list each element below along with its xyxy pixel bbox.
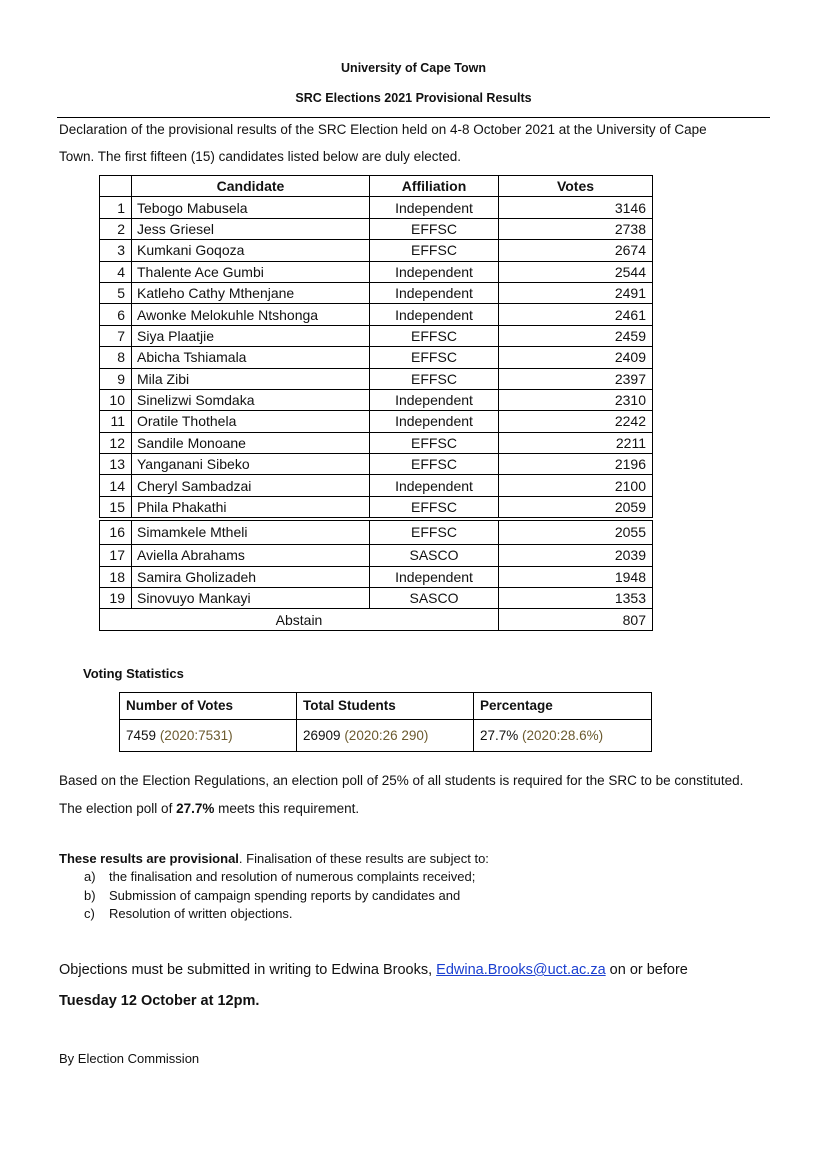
candidate-name-cell: Jess Griesel <box>132 218 370 239</box>
rank-cell: 1 <box>100 197 132 218</box>
candidate-row <box>100 545 653 566</box>
affiliation-cell: EFFSC <box>370 240 499 261</box>
votes-cell: 2674 <box>499 240 653 261</box>
declaration-line-2: Town. The first fifteen (15) candidates listed below are duly elected. <box>59 149 461 164</box>
rank-cell: 3 <box>100 240 132 261</box>
rank-cell: 12 <box>100 432 132 453</box>
candidate-name-cell: Siya Plaatjie <box>132 325 370 346</box>
total-students-2020: (2020:26 290) <box>344 728 429 743</box>
candidate-row <box>100 368 653 389</box>
percentage-header: Percentage <box>474 693 652 720</box>
candidate-row <box>100 475 653 496</box>
candidate-name-cell: Sandile Monoane <box>132 432 370 453</box>
rank-cell: 9 <box>100 368 132 389</box>
objections-text-pre: Objections must be submitted in writing to Edwina Brooks, <box>59 962 437 978</box>
candidate-name-cell: Sinelizwi Somdaka <box>132 389 370 410</box>
candidate-row <box>100 454 653 475</box>
candidate-header: Candidate <box>132 176 370 197</box>
votes-cell: 2059 <box>499 496 653 519</box>
rank-cell: 4 <box>100 261 132 282</box>
document-title: SRC Elections 2021 Provisional Results <box>295 91 532 105</box>
condition-item <box>84 868 475 887</box>
number-of-votes-header: Number of Votes <box>120 693 297 720</box>
candidate-name-cell: Awonke Melokuhle Ntshonga <box>132 304 370 325</box>
affiliation-cell: EFFSC <box>370 368 499 389</box>
affiliation-cell: Independent <box>370 261 499 282</box>
header-divider <box>57 117 770 118</box>
candidate-row <box>100 519 653 545</box>
condition-text: Resolution of written objections. <box>109 906 293 921</box>
percentage-value: 27.7% <box>480 728 519 743</box>
rank-cell: 16 <box>100 519 132 545</box>
voting-statistics-heading: Voting Statistics <box>83 666 184 681</box>
rank-cell: 13 <box>100 454 132 475</box>
institution-name: University of Cape Town <box>341 61 486 75</box>
votes-cell: 1948 <box>499 566 653 587</box>
candidate-row <box>100 347 653 368</box>
percentage-2020: (2020:28.6%) <box>522 728 604 743</box>
abstain-votes: 807 <box>499 609 653 630</box>
rank-cell: 14 <box>100 475 132 496</box>
affiliation-cell: EFFSC <box>370 519 499 545</box>
rank-cell: 2 <box>100 218 132 239</box>
election-poll-value: 27.7% <box>176 801 215 816</box>
candidate-row <box>100 197 653 218</box>
condition-item <box>84 887 475 906</box>
affiliation-cell: EFFSC <box>370 218 499 239</box>
percentage-cell <box>474 720 652 752</box>
candidate-name-cell: Sinovuyo Mankayi <box>132 588 370 609</box>
candidate-name-cell: Katleho Cathy Mthenjane <box>132 282 370 303</box>
votes-header: Votes <box>499 176 653 197</box>
affiliation-cell: Independent <box>370 566 499 587</box>
number-of-votes-cell <box>120 720 297 752</box>
affiliation-cell: Independent <box>370 197 499 218</box>
rank-cell: 10 <box>100 389 132 410</box>
affiliation-cell: Independent <box>370 411 499 432</box>
provisional-notice-rest: . Finalisation of these results are subject to: <box>238 851 489 866</box>
candidate-name-cell: Abicha Tshiamala <box>132 347 370 368</box>
stats-header-row <box>120 693 652 720</box>
affiliation-cell: Independent <box>370 389 499 410</box>
condition-marker: a) <box>84 869 96 884</box>
condition-item <box>84 905 475 924</box>
votes-cell: 3146 <box>499 197 653 218</box>
regulations-line-2 <box>59 801 359 816</box>
votes-cell: 2544 <box>499 261 653 282</box>
affiliation-header: Affiliation <box>370 176 499 197</box>
rank-cell: 7 <box>100 325 132 346</box>
votes-cell: 2491 <box>499 282 653 303</box>
votes-cell: 2242 <box>499 411 653 432</box>
affiliation-cell: Independent <box>370 282 499 303</box>
candidate-name-cell: Tebogo Mabusela <box>132 197 370 218</box>
votes-cell: 2055 <box>499 519 653 545</box>
voting-statistics-table <box>119 692 652 752</box>
signoff: By Election Commission <box>59 1051 200 1066</box>
votes-cell: 1353 <box>499 588 653 609</box>
condition-text: Submission of campaign spending reports by candidates and <box>109 887 461 903</box>
affiliation-cell: EFFSC <box>370 496 499 519</box>
total-students-cell <box>297 720 474 752</box>
regulations-line-2-pre: The election poll of <box>59 801 177 816</box>
candidate-name-cell: Kumkani Goqoza <box>132 240 370 261</box>
rank-cell: 8 <box>100 347 132 368</box>
votes-cell: 2409 <box>499 347 653 368</box>
candidate-row <box>100 325 653 346</box>
candidate-row <box>100 282 653 303</box>
affiliation-cell: SASCO <box>370 588 499 609</box>
stats-value-row <box>120 720 652 752</box>
votes-cell: 2211 <box>499 432 653 453</box>
objections-text-post: on or before <box>605 962 688 978</box>
number-header <box>100 176 132 197</box>
votes-cell: 2459 <box>499 325 653 346</box>
candidate-name-cell: Cheryl Sambadzai <box>132 475 370 496</box>
rank-cell: 6 <box>100 304 132 325</box>
abstain-row <box>100 609 653 630</box>
objections-line <box>59 962 688 978</box>
email-link[interactable]: Edwina.Brooks@uct.ac.za <box>436 962 606 978</box>
candidate-row <box>100 389 653 410</box>
affiliation-cell: SASCO <box>370 545 499 566</box>
results-table <box>99 175 653 631</box>
candidate-name-cell: Thalente Ace Gumbi <box>132 261 370 282</box>
abstain-label: Abstain <box>100 609 499 630</box>
affiliation-cell: EFFSC <box>370 454 499 475</box>
conditions-list <box>84 868 475 924</box>
votes-cell: 2196 <box>499 454 653 475</box>
rank-cell: 18 <box>100 566 132 587</box>
votes-cell: 2397 <box>499 368 653 389</box>
affiliation-cell: Independent <box>370 304 499 325</box>
votes-cell: 2738 <box>499 218 653 239</box>
regulations-line-1: Based on the Election Regulations, an election poll of 25% of all students is required for the SRC to be constituted. <box>59 773 744 788</box>
votes-cell: 2100 <box>499 475 653 496</box>
candidate-row <box>100 566 653 587</box>
affiliation-cell: EFFSC <box>370 347 499 368</box>
votes-cell: 2461 <box>499 304 653 325</box>
affiliation-cell: EFFSC <box>370 325 499 346</box>
declaration-line-1: Declaration of the provisional results of the SRC Election held on 4-8 October 2021 at the University of Cape <box>59 122 707 137</box>
candidate-name-cell: Phila Phakathi <box>132 496 370 519</box>
candidate-name-cell: Yanganani Sibeko <box>132 454 370 475</box>
number-of-votes-2020: (2020:7531) <box>159 728 233 743</box>
provisional-notice <box>59 851 489 866</box>
condition-marker: b) <box>84 887 96 903</box>
objections-deadline: Tuesday 12 October at 12pm. <box>59 993 260 1009</box>
rank-cell: 11 <box>100 411 132 432</box>
rank-cell: 15 <box>100 496 132 519</box>
rank-cell: 17 <box>100 545 132 566</box>
regulations-line-2-post: meets this requirement. <box>214 801 360 816</box>
candidate-name-cell: Samira Gholizadeh <box>132 566 370 587</box>
candidate-name-cell: Simamkele Mtheli <box>132 519 370 545</box>
candidate-row <box>100 411 653 432</box>
total-students-header: Total Students <box>297 693 474 720</box>
candidate-row <box>100 261 653 282</box>
candidate-name-cell: Oratile Thothela <box>132 411 370 432</box>
total-students-value: 26909 <box>303 728 341 743</box>
provisional-notice-bold: These results are provisional <box>59 851 239 866</box>
number-of-votes-value: 7459 <box>126 728 157 743</box>
condition-text: the finalisation and resolution of numerous complaints received; <box>109 869 476 884</box>
results-header-row <box>100 176 653 197</box>
affiliation-cell: EFFSC <box>370 432 499 453</box>
affiliation-cell: Independent <box>370 475 499 496</box>
candidate-name-cell: Mila Zibi <box>132 368 370 389</box>
votes-cell: 2039 <box>499 545 653 566</box>
votes-cell: 2310 <box>499 389 653 410</box>
candidate-row <box>100 218 653 239</box>
rank-cell: 19 <box>100 588 132 609</box>
candidate-name-cell: Aviella Abrahams <box>132 545 370 566</box>
rank-cell: 5 <box>100 282 132 303</box>
candidate-row <box>100 240 653 261</box>
candidate-row <box>100 588 653 609</box>
candidate-row <box>100 432 653 453</box>
candidate-row <box>100 496 653 519</box>
condition-marker: c) <box>84 906 95 921</box>
candidate-row <box>100 304 653 325</box>
